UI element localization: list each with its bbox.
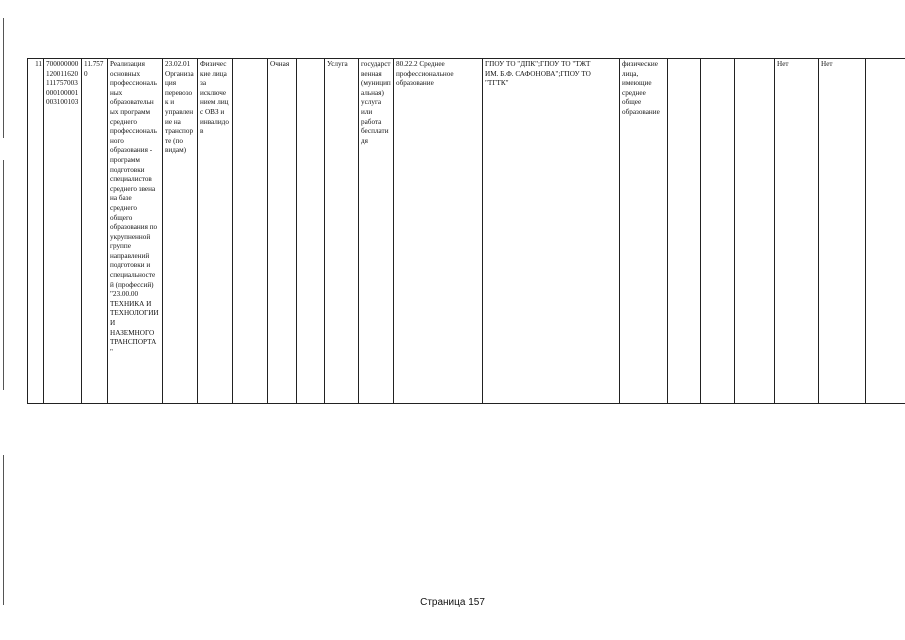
payment-basis: государст венная (муницип альная) услуга или работа бесплати дя [359, 59, 394, 404]
empty-cell [701, 59, 735, 404]
scan-edge-mark [3, 160, 4, 390]
table-row [28, 59, 905, 404]
empty-cell [668, 59, 701, 404]
okpd-code: 80.22.2 Среднее профессиональное образование [394, 59, 483, 404]
empty-cell [297, 59, 325, 404]
scan-edge-mark [3, 18, 4, 138]
service-type: Услуга [325, 59, 359, 404]
row-number: 11 [28, 59, 44, 404]
empty-cell [735, 59, 775, 404]
consumer-category: Физичес кие лица за исключе нием лиц с ОВЗ и инвалидо в [198, 59, 233, 404]
study-form: Очная [268, 59, 297, 404]
page-number: Страница 157 [420, 597, 485, 608]
registry-table [27, 58, 905, 404]
okved-code: 11.757 0 [82, 59, 108, 404]
scan-edge-mark [3, 455, 4, 605]
empty-cell [866, 59, 905, 404]
flag-cell: Нет [819, 59, 866, 404]
recipient-category: физические лица, имеющие среднее общее образование [620, 59, 668, 404]
flag-cell: Нет [775, 59, 819, 404]
registry-code: 700000000 120011620 111757003 000100001 003100103 [44, 59, 82, 404]
service-name: Реализация основных профессиональ ных образовательн ых программ среднего профессиональ ного образования - программ подготовки специалистов среднего звена на базе среднего общего образования по укрупненной группе направлений подготовки и специальносте й (профессий) "23.00.00 ТЕХНИКА И ТЕХНОЛОГИИ И НАЗЕМНОГО ТРАНСПОРТА " [108, 59, 163, 404]
specialty: 23.02.01 Организа ция перевозо к и управлен ие на транспор те (по видам) [163, 59, 198, 404]
institutions: ГПОУ ТО "ДПК";ГПОУ ТО "ТЖТ ИМ. Б.Ф. САФОНОВА";ГПОУ ТО "ТГТК" [483, 59, 620, 404]
empty-cell [233, 59, 268, 404]
